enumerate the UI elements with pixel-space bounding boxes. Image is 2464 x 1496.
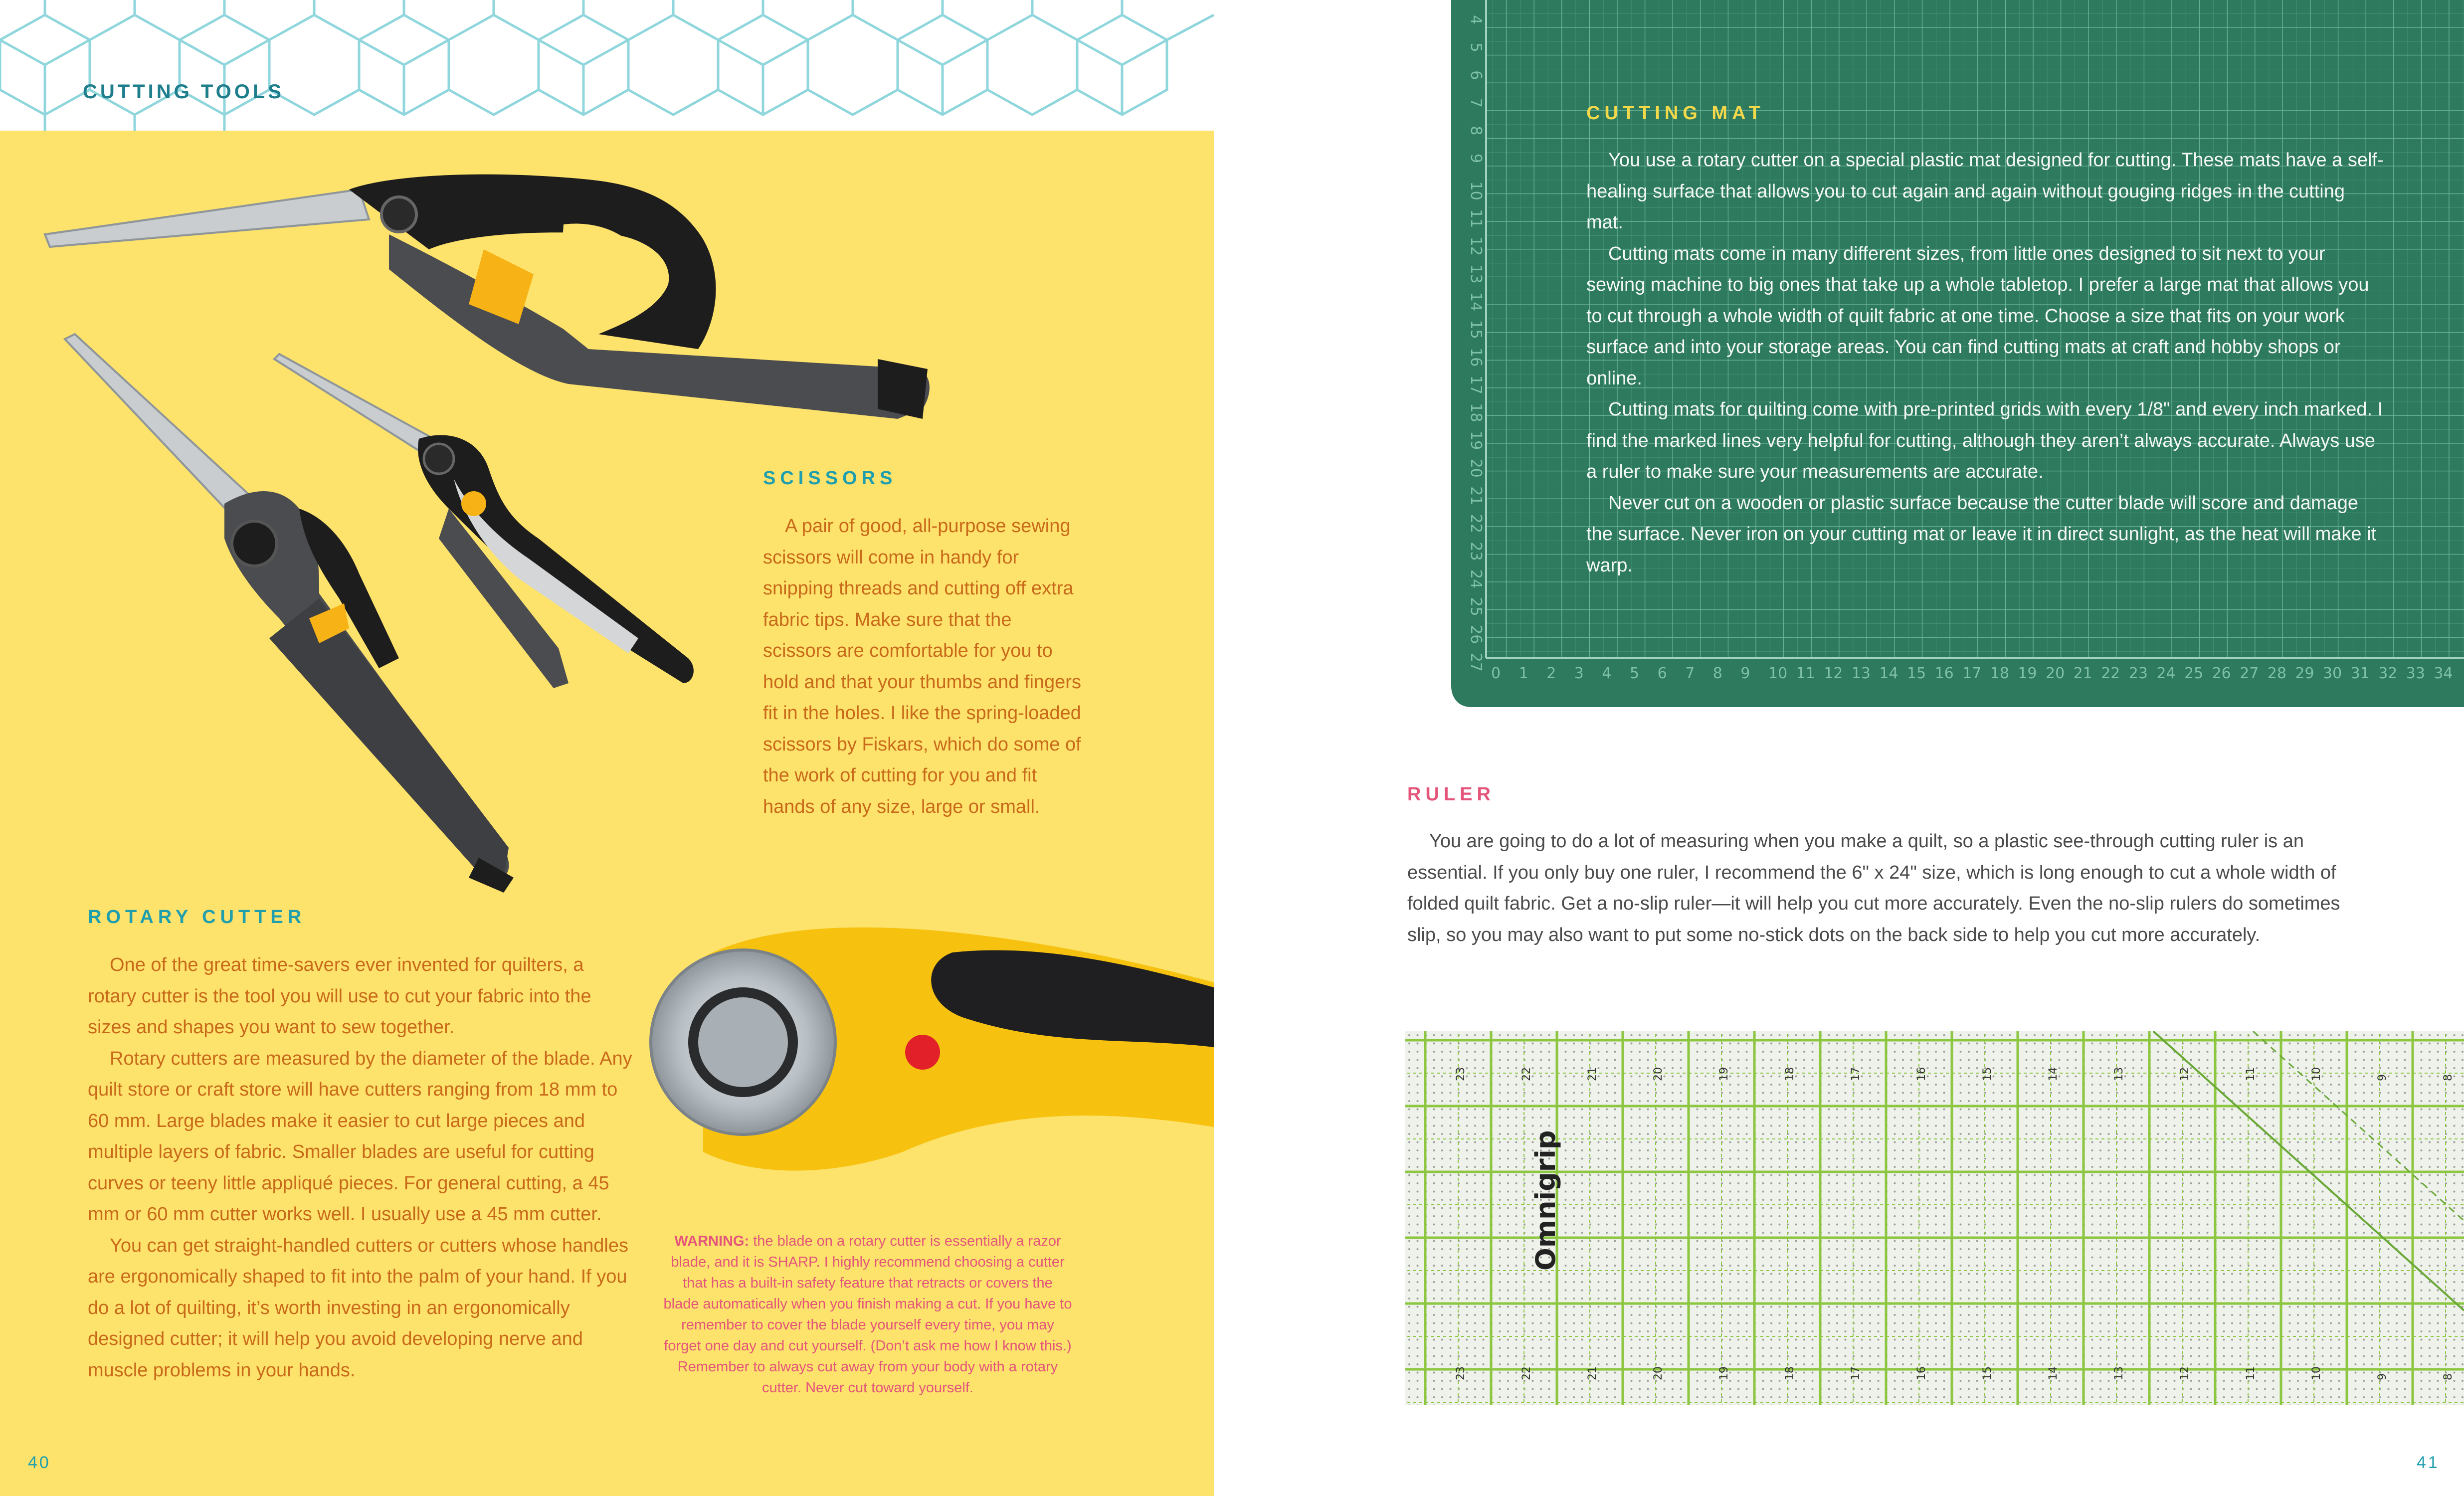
left-scissors-image [65, 334, 514, 893]
ruler-scale-number: 10 [2310, 1067, 2323, 1081]
rotary-cutter-title: ROTARY CUTTER [88, 907, 306, 928]
ruler-scale-number: 18 [1784, 1067, 1796, 1081]
ruler-body [1407, 826, 2375, 950]
mat-scale-number: 24 [2156, 665, 2176, 682]
ruler-scale-number: 15 [1981, 1067, 1994, 1081]
mat-scale-number: 28 [2267, 665, 2286, 682]
cutting-mat-paragraph-1: You use a rotary cutter on a special plastic mat designed for cutting. These mats have a self-healing surface that allows you to cut again and again without gouging ridges in the cutting mat. [1586, 150, 2384, 233]
ruler-brand: Omnigrip [1530, 1130, 1561, 1271]
mat-scale-number: 13 [1467, 264, 1485, 284]
mat-scale-number: 26 [1467, 625, 1485, 644]
mat-scale-number: 3 [1574, 665, 1584, 682]
ruler-scale-number: 20 [1652, 1366, 1665, 1380]
mat-scale-number: 12 [1824, 665, 1843, 682]
mat-scale-number: 9 [1740, 665, 1750, 682]
ruler-scale-number: 17 [1850, 1067, 1862, 1081]
ruler-scale-number: 19 [1718, 1067, 1730, 1081]
ruler-scale-number: 9 [2376, 1074, 2389, 1081]
rotary-cutter-body [88, 949, 636, 1386]
ruler-scale-number: 14 [2047, 1067, 2060, 1081]
mat-scale-number: 22 [2101, 665, 2120, 682]
mat-scale-number: 21 [1467, 486, 1485, 506]
mat-scale-number: 22 [1467, 514, 1485, 533]
ruler-scale-number: 13 [2113, 1067, 2125, 1081]
rotary-cutter-paragraph-3: You can get straight-handled cutters or cutters whose handles are ergonomically shaped to fit into the palm of your hand. If you do a lot of quilting, it’s worth investing in an ergonomically designed cutter; it will help you avoid developing nerve and muscle problems in your hands. [88, 1235, 629, 1381]
mat-scale-number: 16 [1467, 348, 1485, 367]
rotary-cutter-illustration [643, 918, 1214, 1197]
mat-scale-number: 31 [2350, 665, 2370, 682]
mat-scale-number: 19 [1467, 431, 1485, 450]
mat-scale-number: 23 [2128, 665, 2148, 682]
cutting-mat-paragraph-2: Cutting mats come in many different sizes, from little ones designed to sit next to your sewing machine to big ones that take up a whole tabletop. I prefer a large mat that allows you to cut through a whole width of quilt fabric at one time. Choose a size that fits on your work surface and into your storage areas. You can find cutting mats at craft and hobby shops or online. [1586, 243, 2369, 389]
mat-scale-number: 20 [2046, 665, 2065, 682]
mat-scale-number: 29 [2295, 665, 2314, 682]
ruler-scale-number: 23 [1455, 1067, 1467, 1081]
mat-scale-number: 15 [1907, 665, 1926, 682]
mat-scale-number: 6 [1467, 70, 1485, 80]
ruler-scale-number: 17 [1850, 1366, 1862, 1380]
scissors-body [763, 511, 1082, 822]
ruler-paragraph: You are going to do a lot of measuring when you make a quilt, so a plastic see-through cutting ruler is an essential. If you only buy one ruler, I recommend the 6" x 24" size, which is long enough to cut a whole width of folded quilt fabric. Get a no-slip ruler—it will help you cut more accurately. Even the no-slip rulers do sometimes slip, so you may also want to put some no-stick dots on the back side to help you cut more accurately. [1407, 831, 2340, 945]
ruler-title: RULER [1407, 784, 1495, 805]
mat-scale-number: 10 [1467, 181, 1485, 200]
mat-scale-number: 18 [1990, 665, 2009, 682]
mat-scale-number: 9 [1467, 154, 1485, 164]
rotary-cutter-paragraph-2: Rotary cutters are measured by the diameter of the blade. Any quilt store or craft store will have cutters ranging from 18 mm to 60 mm. Large blades make it easier to cut large pieces and multiple layers of fabric. Smaller blades are useful for cutting curves or teeny little appliqué pieces. For general cutting, a 45 mm or 60 mm cutter works well. I usually use a 45 mm cutter. [88, 1048, 632, 1225]
ruler-scale-number: 12 [2179, 1067, 2191, 1081]
large-scissors-image [45, 175, 930, 419]
cutting-mat-body [1586, 145, 2384, 581]
mat-scale-number: 5 [1630, 665, 1640, 682]
mat-scale-number: 25 [2184, 665, 2204, 682]
mat-scale-number: 6 [1657, 665, 1667, 682]
ruler-scale-number: 22 [1520, 1067, 1533, 1081]
cutting-mat-title: CUTTING MAT [1586, 103, 1765, 124]
ruler-scale-number: 18 [1784, 1366, 1796, 1380]
mat-scale-number: 21 [2073, 665, 2092, 682]
mat-scale-number: 32 [2378, 665, 2398, 682]
rotary-cutter-paragraph-1: One of the great time-savers ever invented for quilters, a rotary cutter is the tool you will use to cut your fabric into the sizes and shapes you want to sew together. [88, 954, 591, 1038]
mat-scale-number: 4 [1602, 665, 1612, 682]
mat-scale-number: 34 [2434, 665, 2453, 682]
running-head: CUTTING TOOLS [83, 81, 284, 103]
ruler-scale-number: 10 [2310, 1366, 2323, 1380]
ruler-scale-number: 23 [1455, 1366, 1467, 1380]
mat-scale-number: 15 [1467, 320, 1485, 339]
mat-scale-number: 7 [1685, 665, 1695, 682]
cutting-mat-paragraph-4: Never cut on a wooden or plastic surface because the cutter blade will score and damage the surface. Never iron on your cutting mat or leave it in direct sunlight, as the heat will make it warp. [1586, 492, 2377, 576]
ruler-scale-number: 8 [2442, 1074, 2455, 1081]
ruler-scale-number: 8 [2442, 1373, 2455, 1380]
mat-scale-number: 20 [1467, 458, 1485, 478]
warning-label: WARNING: [674, 1233, 750, 1249]
mat-scale-number: 24 [1467, 569, 1485, 589]
mat-scale-number: 1 [1518, 665, 1528, 682]
mat-scale-number: 17 [1962, 665, 1982, 682]
mat-scale-number: 25 [1467, 597, 1485, 616]
mat-scale-number: 17 [1467, 375, 1485, 394]
ruler-scale-number: 11 [2245, 1067, 2257, 1081]
ruler-scale-number: 19 [1718, 1366, 1730, 1380]
mat-scale-number: 11 [1467, 209, 1485, 228]
ruler-scale-number: 21 [1586, 1366, 1599, 1380]
page-number-left: 40 [28, 1453, 51, 1472]
mat-scale-number: 33 [2406, 665, 2425, 682]
mat-scale-number: 4 [1467, 15, 1485, 25]
mat-scale-number: 27 [2240, 665, 2259, 682]
mat-scale-number: 5 [1467, 42, 1485, 52]
mat-scale-number: 8 [1712, 665, 1722, 682]
scissors-title: SCISSORS [763, 468, 897, 489]
mat-scale-number: 12 [1467, 236, 1485, 256]
ruler-scale-number: 21 [1586, 1067, 1599, 1081]
cutting-mat-paragraph-3: Cutting mats for quilting come with pre-printed grids with every 1/8" and every inch marked. I find the marked lines very helpful for cutting, although they aren’t always accurate. Always use a ruler to make sure your measurements are accurate. [1586, 399, 2383, 482]
hexagon-pattern [0, 0, 1214, 131]
mat-scale-number: 23 [1467, 542, 1485, 561]
ruler-scale-number: 14 [2047, 1366, 2060, 1380]
ruler-scale-number: 12 [2179, 1366, 2191, 1380]
ruler-scale-number: 9 [2376, 1373, 2389, 1380]
mat-scale-number: 14 [1879, 665, 1898, 682]
mat-scale-number: 18 [1467, 403, 1485, 422]
ruler-scale-number: 11 [2245, 1366, 2257, 1380]
mat-scale-number: 2 [1546, 665, 1556, 682]
mat-scale-number: 11 [1796, 665, 1815, 682]
mat-scale-number: 7 [1467, 98, 1485, 108]
mat-scale-number: 16 [1934, 665, 1954, 682]
warning-text: the blade on a rotary cutter is essentially a razor blade, and it is SHARP. I highly recommend choosing a cutter that has a built-in safety feature that retracts or covers the blade automatically when you finish making a cut. If you have to remember to cover the blade yourself every time, you may forget one day and cut yourself. (Don’t ask me how I know this.) Remember to always cut away from your body with a rotary cutter. Never cut toward yourself. [663, 1233, 1072, 1396]
scissors-paragraph: A pair of good, all-purpose sewing scissors will come in handy for snipping threads and cutting off extra fabric tips. Make sure that the scissors are comfortable for you to hold and that your thumbs and fingers fit in the holes. I like the spring-loaded scissors by Fiskars, which do some of the work of cutting for you and fit hands of any size, large or small. [763, 516, 1081, 817]
ruler-scale-number: 16 [1915, 1067, 1928, 1081]
mat-scale-number: 27 [1467, 652, 1485, 672]
page-number-right: 41 [2417, 1453, 2440, 1472]
mat-scale-number: 19 [2018, 665, 2037, 682]
ruler-scale-number: 22 [1520, 1366, 1533, 1380]
mat-scale-number: 26 [2212, 665, 2231, 682]
mat-scale-number: 30 [2323, 665, 2342, 682]
mat-scale-number: 10 [1768, 665, 1788, 682]
mat-scale-number: 0 [1491, 665, 1501, 682]
mat-scale-number: 13 [1851, 665, 1871, 682]
ruler-scale-number: 16 [1915, 1366, 1928, 1380]
ruler-scale-number: 15 [1981, 1366, 1994, 1380]
ruler-scale-number: 13 [2113, 1366, 2125, 1380]
ruler-scale-number: 20 [1652, 1067, 1665, 1081]
warning-note [663, 1231, 1072, 1398]
mat-scale-number: 14 [1467, 292, 1485, 312]
ruler-image [1405, 1031, 2464, 1405]
mat-scale-number: 8 [1467, 126, 1485, 136]
